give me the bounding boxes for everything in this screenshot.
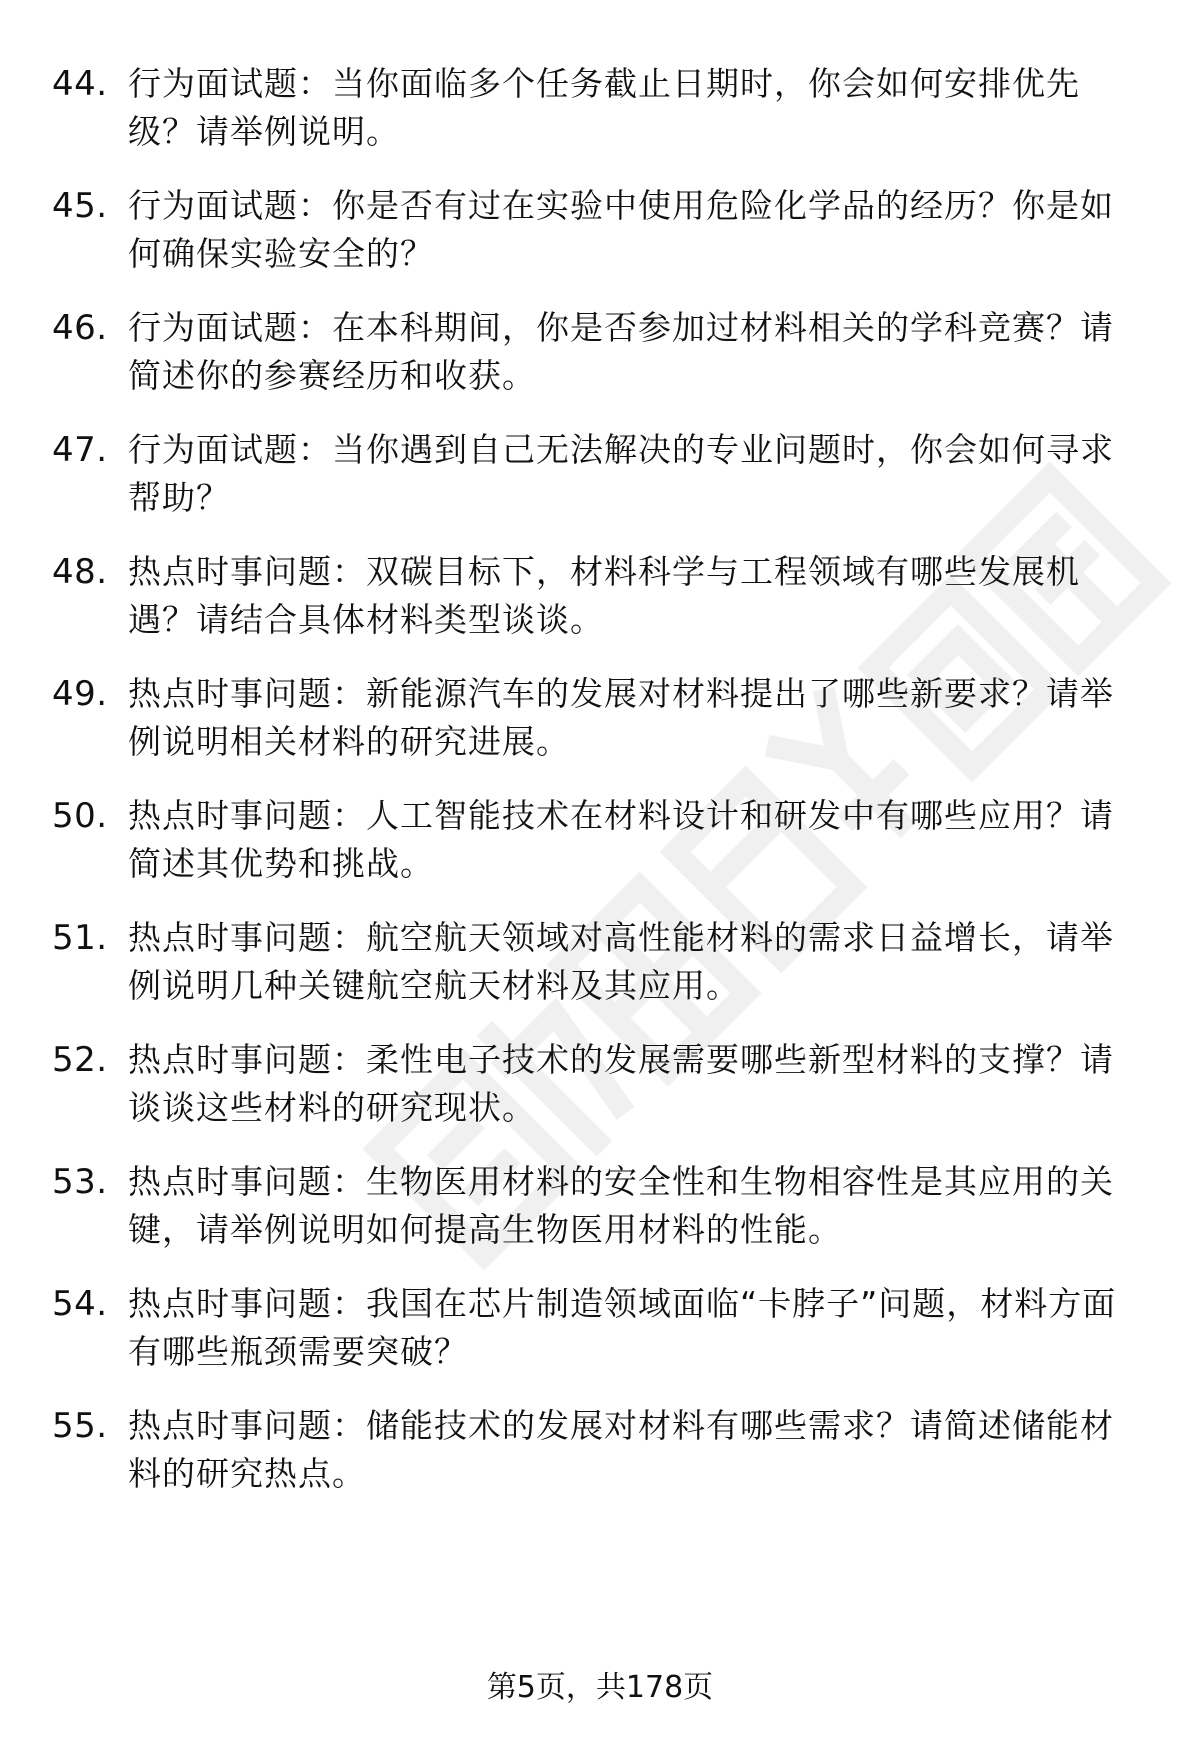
list-item <box>52 426 1142 548</box>
page-footer <box>0 1668 1200 1708</box>
question-text: 行为面试题：你是否有过在实验中使用危险化学品的经历？你是如何确保实验安全的？ <box>128 186 1114 273</box>
question-number: 44. <box>52 64 108 104</box>
question-text: 热点时事问题：柔性电子技术的发展需要哪些新型材料的支撑？请谈谈这些材料的研究现状。 <box>128 1040 1114 1127</box>
question-text: 热点时事问题：储能技术的发展对材料有哪些需求？请简述储能材料的研究热点。 <box>128 1406 1114 1493</box>
list-item <box>52 548 1142 670</box>
question-text: 行为面试题：当你面临多个任务截止日期时，你会如何安排优先级？请举例说明。 <box>128 64 1080 151</box>
question-text: 热点时事问题：生物医用材料的安全性和生物相容性是其应用的关键，请举例说明如何提高生物医用材料的性能。 <box>128 1162 1114 1249</box>
list-item <box>52 1158 1142 1280</box>
question-number: 52. <box>52 1040 108 1080</box>
question-text: 行为面试题：当你遇到自己无法解决的专业问题时，你会如何寻求帮助？ <box>128 430 1114 517</box>
list-item <box>52 670 1142 792</box>
list-item <box>52 1036 1142 1158</box>
question-number: 49. <box>52 674 108 714</box>
question-text: 热点时事问题：人工智能技术在材料设计和研发中有哪些应用？请简述其优势和挑战。 <box>128 796 1114 883</box>
question-list <box>52 60 1142 1524</box>
list-item <box>52 60 1142 182</box>
question-text: 热点时事问题：航空航天领域对高性能材料的需求日益增长，请举例说明几种关键航空航天材料及其应用。 <box>128 918 1114 1005</box>
list-item <box>52 1280 1142 1402</box>
question-number: 51. <box>52 918 108 958</box>
question-text: 热点时事问题：我国在芯片制造领域面临“卡脖子”问题，材料方面有哪些瓶颈需要突破？ <box>128 1284 1117 1371</box>
question-number: 55. <box>52 1406 108 1446</box>
list-item <box>52 182 1142 304</box>
question-number: 54. <box>52 1284 108 1324</box>
list-item <box>52 792 1142 914</box>
question-text: 热点时事问题：双碳目标下，材料科学与工程领域有哪些发展机遇？请结合具体材料类型谈谈。 <box>128 552 1080 639</box>
question-number: 48. <box>52 552 108 592</box>
list-item <box>52 914 1142 1036</box>
question-number: 46. <box>52 308 108 348</box>
question-number: 45. <box>52 186 108 226</box>
list-item <box>52 1402 1142 1524</box>
question-number: 50. <box>52 796 108 836</box>
list-item <box>52 304 1142 426</box>
question-text: 行为面试题：在本科期间，你是否参加过材料相关的学科竞赛？请简述你的参赛经历和收获。 <box>128 308 1114 395</box>
question-number: 47. <box>52 430 108 470</box>
page-number-label: 第5页，共178页 <box>486 1670 714 1705</box>
question-text: 热点时事问题：新能源汽车的发展对材料提出了哪些新要求？请举例说明相关材料的研究进展。 <box>128 674 1114 761</box>
question-number: 53. <box>52 1162 108 1202</box>
